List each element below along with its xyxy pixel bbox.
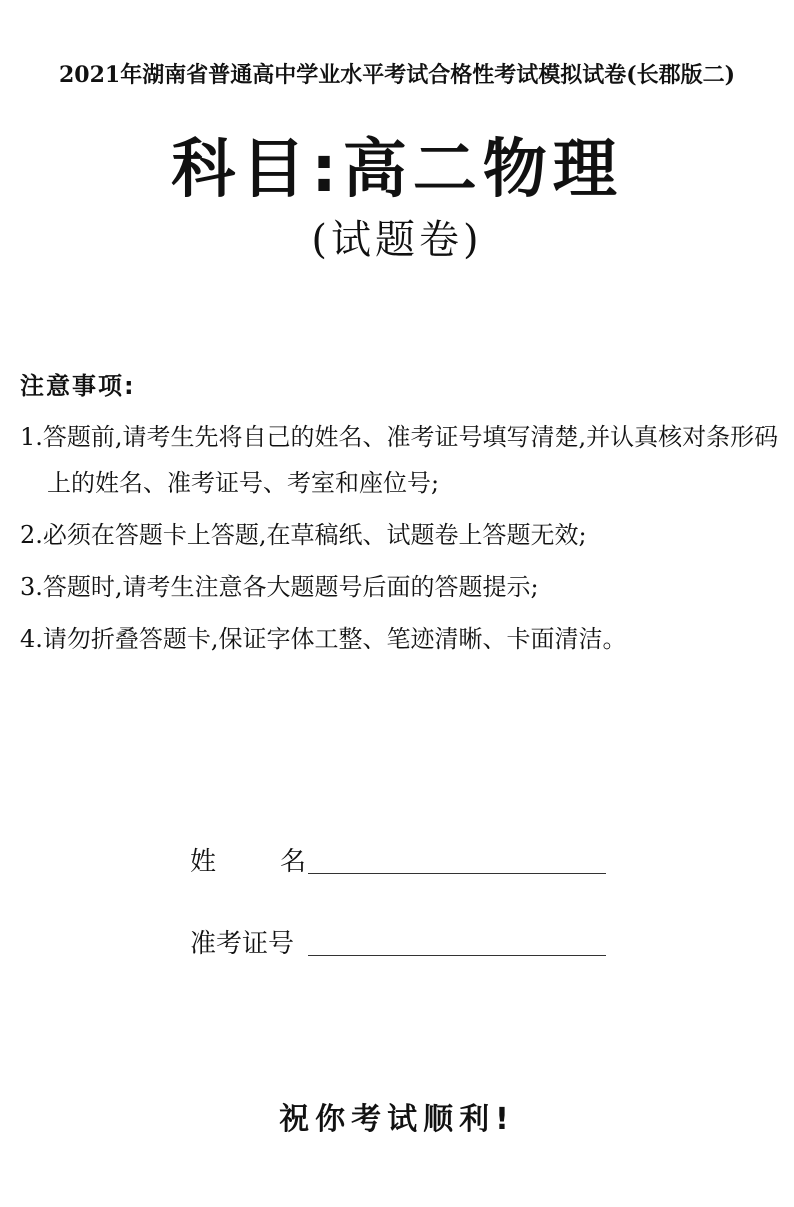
name-label-part1: 姓 bbox=[190, 847, 217, 877]
notice-item: 3.答题时,请考生注意各大题题号后面的答题提示; bbox=[20, 573, 539, 601]
name-label bbox=[190, 841, 308, 878]
exam-id-label: 准考证号 bbox=[190, 929, 295, 959]
notice-item: 1.答题前,请考生先将自己的姓名、准考证号填写清楚,并认真核对条形码上的姓名、准考证号、考室和座位号; bbox=[20, 423, 779, 497]
subject-title: 科目:高二物理 bbox=[171, 133, 623, 207]
notice-item: 4.请勿折叠答题卡,保证字体工整、笔迹清晰、卡面清洁。 bbox=[20, 625, 627, 653]
id-field-row bbox=[190, 920, 606, 960]
good-luck-message: 祝你考试顺利! bbox=[279, 1102, 515, 1137]
exam-id-fill-line[interactable] bbox=[308, 954, 606, 956]
name-label-part2: 名 bbox=[280, 847, 307, 877]
notice-item: 2.必须在答题卡上答题,在草稿纸、试题卷上答题无效; bbox=[20, 521, 587, 549]
notice-list bbox=[20, 414, 780, 668]
name-field-row bbox=[190, 838, 606, 878]
exam-title: 2021年湖南省普通高中学业水平考试合格性考试模拟试卷(长郡版二) bbox=[58, 62, 736, 88]
notice-heading: 注意事项: bbox=[20, 372, 136, 400]
name-fill-line[interactable] bbox=[308, 872, 606, 874]
paper-type-label: (试题卷) bbox=[311, 217, 483, 263]
